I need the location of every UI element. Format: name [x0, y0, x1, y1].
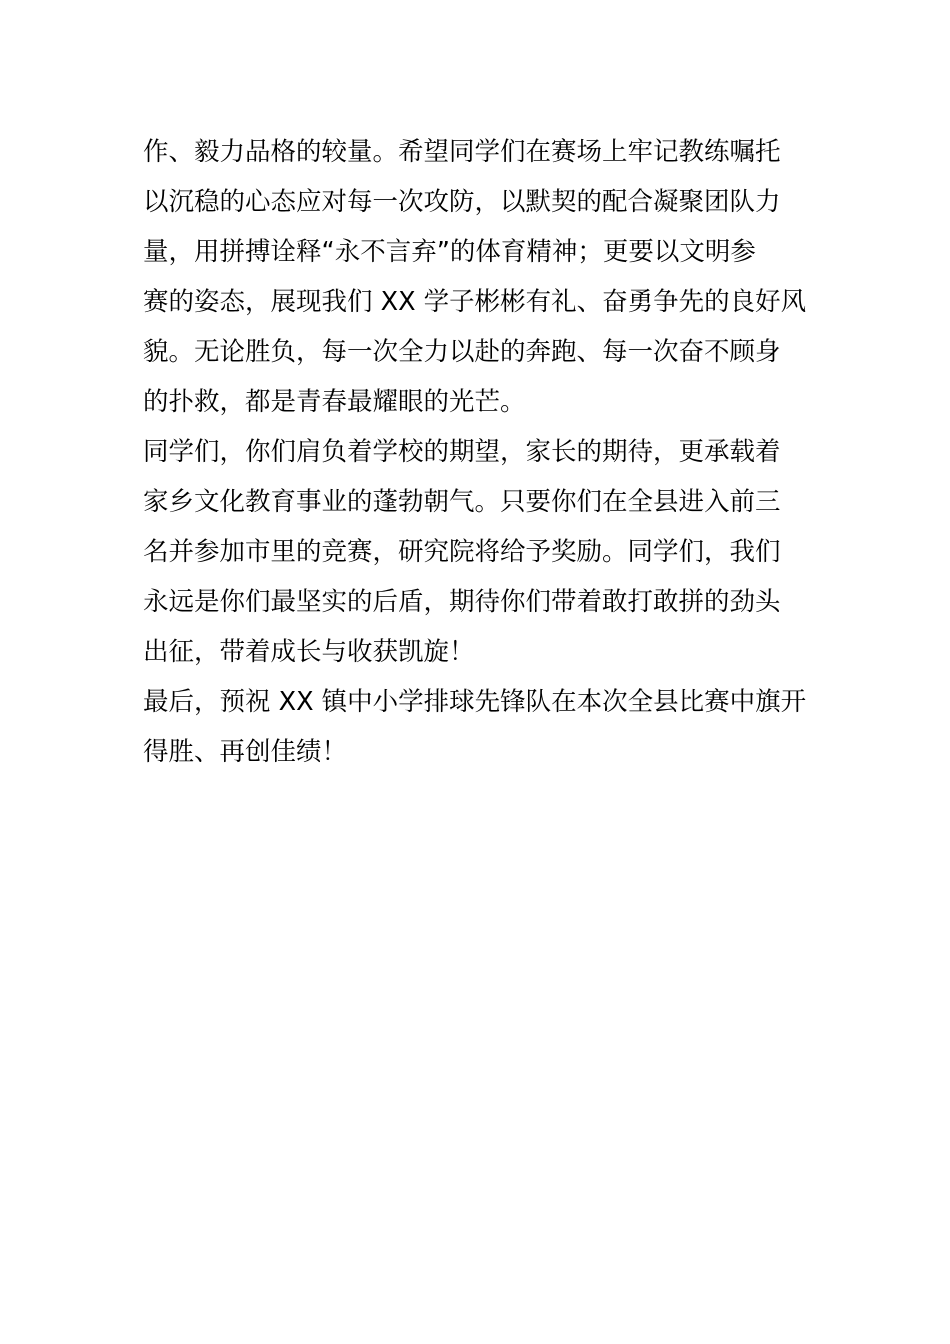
text-line: 量，用拼搏诠释“永不言弃”的体育精神；更要以文明参 [143, 237, 756, 267]
text-line: 同学们，你们肩负着学校的期望，家长的期待，更承载着 [143, 437, 781, 467]
text-line: 的扑救，都是青春最耀眼的光芒。 [143, 387, 526, 417]
text-line: 出征，带着成长与收获凯旋！ [143, 637, 475, 667]
text-line: 以沉稳的心态应对每一次攻防，以默契的配合凝聚团队力 [143, 187, 781, 217]
text-line: 得胜、再创佳绩！ [143, 737, 348, 767]
text-line: 最后，预祝 XX 镇中小学排球先锋队在本次全县比赛中旗开 [143, 687, 807, 717]
text-line: 家乡文化教育事业的蓬勃朝气。只要你们在全县进入前三 [143, 487, 781, 517]
text-line: 作、毅力品格的较量。希望同学们在赛场上牢记教练嘱托 [143, 137, 781, 167]
text-line: 名并参加市里的竞赛，研究院将给予奖励。同学们，我们 [143, 537, 781, 567]
document-body [143, 127, 808, 777]
text-line: 貌。无论胜负，每一次全力以赴的奔跑、每一次奋不顾身 [143, 337, 781, 367]
text-line: 永远是你们最坚实的后盾，期待你们带着敢打敢拼的劲头 [143, 587, 781, 617]
text-line: 赛的姿态，展现我们 XX 学子彬彬有礼、奋勇争先的良好风 [143, 287, 807, 317]
